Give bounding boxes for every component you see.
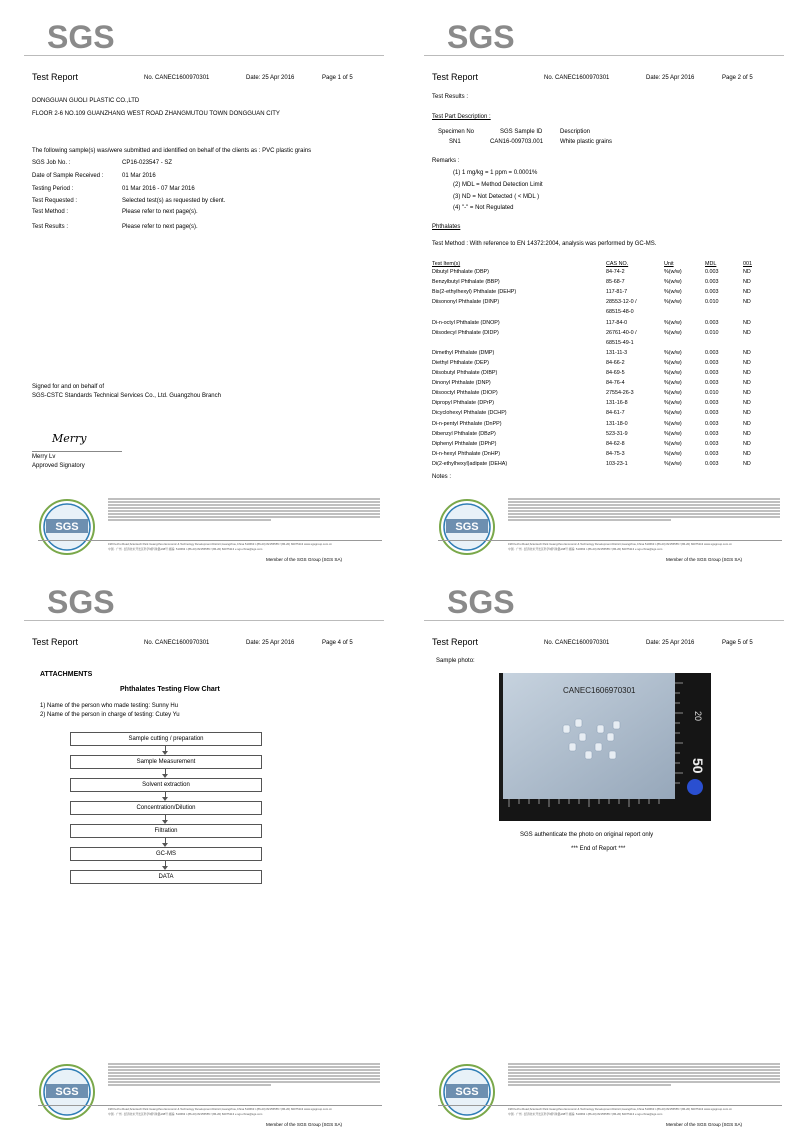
sample-photo-heading: Sample photo: <box>436 658 475 664</box>
header-divider <box>24 55 384 56</box>
table-cell: Dimethyl Phthalate (DMP) <box>432 349 495 356</box>
report-number: No. CANEC1600970301 <box>544 640 610 646</box>
signature-line <box>32 451 122 452</box>
field-label: Test Results : <box>32 224 69 230</box>
table-cell: 68515-48-0 <box>606 309 634 316</box>
member-text: Member of the SGS Group (SGS SA) <box>666 557 743 562</box>
sample-photo <box>499 673 711 821</box>
intro-text: The following sample(s) was/were submitted and identified on behalf of the clients as : PVC plastic grains <box>32 148 312 154</box>
signed-line-1: Signed for and on behalf of <box>32 384 105 390</box>
member-text: Member of the SGS Group (SGS SA) <box>266 557 343 562</box>
terms-fineprint <box>508 1063 780 1089</box>
table-cell: %(w/w) <box>664 420 682 427</box>
table-cell: ND <box>743 279 751 286</box>
client-address: FLOOR 2-6 NO.109 GUANZHANG WEST ROAD ZHANGMUTOU TOWN DONGGUAN CITY <box>32 111 280 117</box>
table-header: CAS NO. <box>606 261 629 267</box>
table-cell: ND <box>743 450 751 457</box>
table-cell: 0.003 <box>705 279 719 286</box>
table-cell: %(w/w) <box>664 410 682 417</box>
report-title: Test Report <box>32 637 79 647</box>
tester-name: 1) Name of the person who made testing: Sunny Hu <box>40 703 179 709</box>
field-value: Please refer to next page(s). <box>122 224 198 230</box>
footer-divider <box>38 540 382 541</box>
table-cell: Di(2-ethylhexyl)adipate (DEHA) <box>432 460 508 467</box>
header-divider <box>424 620 784 621</box>
footer-address-cn: 中国 · 广州 · 经济技术开发区科学城科珠路198号 邮编: 510663 t (86-20) 82155555 f (86-20) 82075113 e sgs.china@sgs.com <box>108 1112 263 1116</box>
table-cell: ND <box>743 400 751 407</box>
footer-divider <box>438 540 782 541</box>
table-cell: 0.010 <box>705 329 719 336</box>
table-cell: Diisobutyl Phthalate (DIBP) <box>432 370 498 376</box>
field-value: CP16-023547 - SZ <box>122 160 173 166</box>
table-cell: Dibenzyl Phthalate (DBzP) <box>432 430 496 437</box>
spec-cell: SN1 <box>449 139 461 145</box>
flow-step-box: Solvent extraction <box>70 778 262 792</box>
table-cell: 84-62-8 <box>606 440 625 447</box>
remark-item: (1) 1 mg/kg = 1 ppm = 0.0001% <box>453 170 538 176</box>
footer-address-cn: 中国 · 广州 · 经济技术开发区科学城科珠路198号 邮编: 510663 t (86-20) 82155555 f (86-20) 82075113 e sgs.china@sgs.com <box>108 547 263 551</box>
flow-step-box: Concentration/Dilution <box>70 801 262 815</box>
table-cell: %(w/w) <box>664 289 682 296</box>
table-cell: 84-76-4 <box>606 380 625 387</box>
spec-header: Specimen No <box>438 129 475 135</box>
table-cell: Di-n-octyl Phthalate (DNOP) <box>432 319 500 326</box>
field-value: Selected test(s) as requested by client. <box>122 198 226 204</box>
table-header: Unit <box>664 261 674 267</box>
report-number: No. CANEC1600970301 <box>544 75 610 81</box>
sgs-testing-service-seal-icon <box>38 498 96 556</box>
svg-text:SGS: SGS <box>447 19 515 55</box>
signer-title: Approved Signatory <box>32 463 85 469</box>
remark-item: (3) ND = Not Detected ( < MDL ) <box>453 194 540 200</box>
table-cell: %(w/w) <box>664 279 682 286</box>
table-cell: %(w/w) <box>664 319 682 326</box>
field-label: Test Method : <box>32 209 69 215</box>
report-date: Date: 25 Apr 2016 <box>646 640 695 646</box>
spec-header: SGS Sample ID <box>500 129 543 135</box>
spec-header: Description <box>560 129 591 135</box>
table-cell: 27554-26-3 <box>606 390 634 397</box>
table-cell: ND <box>743 430 751 437</box>
report-date: Date: 25 Apr 2016 <box>246 640 295 646</box>
table-cell: 84-69-5 <box>606 370 625 376</box>
table-cell: %(w/w) <box>664 400 682 407</box>
table-cell: ND <box>743 269 751 275</box>
table-cell: Dibutyl Phthalate (DBP) <box>432 269 489 275</box>
table-cell: ND <box>743 440 751 447</box>
table-cell: Dinonyl Phthalate (DNP) <box>432 380 491 387</box>
table-cell: 0.003 <box>705 460 719 467</box>
field-value: 01 Mar 2016 <box>122 173 156 179</box>
signer-name: Merry Lv <box>32 454 56 460</box>
table-cell: ND <box>743 420 751 427</box>
svg-text:SGS: SGS <box>47 584 115 620</box>
table-cell: %(w/w) <box>664 430 682 437</box>
table-cell: Dicyclohexyl Phthalate (DCHP) <box>432 410 507 417</box>
svg-text:SGS: SGS <box>447 584 515 620</box>
signed-line-2: SGS-CSTC Standards Technical Services Co., Ltd. Guangzhou Branch <box>32 393 221 399</box>
svg-text:50: 50 <box>690 758 706 774</box>
attachments-heading: ATTACHMENTS <box>40 671 93 678</box>
sgs-testing-service-seal-icon <box>38 1063 96 1121</box>
table-cell: Diisodecyl Phthalate (DIDP) <box>432 329 499 336</box>
page-number: Page 5 of 5 <box>722 640 753 646</box>
table-cell: ND <box>743 390 751 397</box>
table-cell: %(w/w) <box>664 390 682 397</box>
table-cell: 26761-40-0 / <box>606 329 637 336</box>
table-cell: 0.003 <box>705 420 719 427</box>
svg-text:SGS: SGS <box>47 19 115 55</box>
table-cell: ND <box>743 329 751 336</box>
svg-text:SGS: SGS <box>455 1086 479 1098</box>
test-method: Test Method : With reference to EN 14372:2004, analysis was performed by GC-MS. <box>432 241 657 247</box>
flow-step-box: Sample Measurement <box>70 755 262 769</box>
footer-divider <box>38 1105 382 1106</box>
table-cell: 117-84-0 <box>606 319 628 326</box>
flow-step-box: Filtration <box>70 824 262 838</box>
field-value: 01 Mar 2016 - 07 Mar 2016 <box>122 186 195 192</box>
table-cell: %(w/w) <box>664 370 682 376</box>
table-header: Test Item(s) <box>432 261 461 267</box>
table-cell: 0.003 <box>705 430 719 437</box>
report-page-4 <box>24 573 384 1125</box>
member-text: Member of the SGS Group (SGS SA) <box>666 1122 743 1127</box>
table-cell: 0.003 <box>705 349 719 356</box>
report-title: Test Report <box>32 72 79 82</box>
table-cell: ND <box>743 460 751 467</box>
field-label: Test Requested : <box>32 198 78 204</box>
report-page-2 <box>424 8 784 560</box>
sgs-logo-icon <box>47 19 115 55</box>
table-cell: %(w/w) <box>664 359 682 366</box>
report-number: No. CANEC1600970301 <box>144 640 210 646</box>
header-divider <box>24 620 384 621</box>
table-cell: 131-11-3 <box>606 349 628 356</box>
photo-caption: SGS authenticate the photo on original report only <box>520 832 654 838</box>
table-cell: ND <box>743 359 751 366</box>
table-cell: Diethyl Phthalate (DEP) <box>432 359 489 366</box>
report-page-5 <box>424 573 784 1125</box>
table-cell: 0.003 <box>705 440 719 447</box>
table-cell: 85-68-7 <box>606 279 625 286</box>
section-title: Phthalates <box>432 224 461 230</box>
field-value: Please refer to next page(s). <box>122 209 198 215</box>
report-number: No. CANEC1600970301 <box>144 75 210 81</box>
spec-cell: White plastic grains <box>560 139 613 145</box>
table-cell: ND <box>743 299 751 306</box>
report-date: Date: 25 Apr 2016 <box>246 75 295 81</box>
footer-address-cn: 中国 · 广州 · 经济技术开发区科学城科珠路198号 邮编: 510663 t (86-20) 82155555 f (86-20) 82075113 e sgs.china@sgs.com <box>508 547 663 551</box>
terms-fineprint <box>108 1063 380 1089</box>
test-part-heading: Test Part Description : <box>432 114 491 120</box>
table-cell: 131-16-8 <box>606 400 628 407</box>
table-cell: %(w/w) <box>664 380 682 387</box>
table-cell: Dipropyl Phthalate (DPrP) <box>432 400 495 407</box>
sample-photo-image <box>499 673 711 821</box>
footer-address-en: 198 Kezhu Road,Scientech Park Guangzhou Economic & Technology Development District,Guangzhou,China 510663 t (86-20) 82155555 f (86-20) 82075113 www.sgsgroup.com.cn <box>108 542 332 546</box>
table-cell: 523-31-9 <box>606 430 628 437</box>
table-cell: 68515-49-1 <box>606 339 634 346</box>
table-header: 001 <box>743 261 752 267</box>
end-of-report: *** End of Report *** <box>571 846 626 852</box>
remark-item: (4) "-" = Not Regulated <box>453 205 514 211</box>
table-cell: Di-n-pentyl Phthalate (DnPP) <box>432 420 502 427</box>
test-results-heading: Test Results : <box>432 94 469 100</box>
sgs-logo-icon <box>47 584 115 620</box>
table-cell: 0.010 <box>705 299 719 306</box>
client-company: DONGGUAN GUOLI PLASTIC CO.,LTD <box>32 98 140 104</box>
svg-text:SGS: SGS <box>55 1086 79 1098</box>
table-cell: 28553-12-0 / <box>606 299 637 306</box>
table-cell: 0.010 <box>705 390 719 397</box>
svg-text:SGS: SGS <box>455 521 479 533</box>
table-cell: 84-61-7 <box>606 410 625 417</box>
footer-address-cn: 中国 · 广州 · 经济技术开发区科学城科珠路198号 邮编: 510663 t (86-20) 82155555 f (86-20) 82075113 e sgs.china@sgs.com <box>508 1112 663 1116</box>
page-number: Page 1 of 5 <box>322 75 353 81</box>
svg-text:20: 20 <box>693 711 703 722</box>
table-cell: 117-81-7 <box>606 289 628 296</box>
field-label: Date of Sample Received : <box>32 173 104 179</box>
field-label: SGS Job No. : <box>32 160 71 166</box>
report-title: Test Report <box>432 72 479 82</box>
remark-item: (2) MDL = Method Detection Limit <box>453 182 543 188</box>
member-text: Member of the SGS Group (SGS SA) <box>266 1122 343 1127</box>
svg-text:SGS: SGS <box>55 521 79 533</box>
table-cell: ND <box>743 410 751 417</box>
table-cell: 0.003 <box>705 380 719 387</box>
report-date: Date: 25 Apr 2016 <box>646 75 695 81</box>
footer-divider <box>438 1105 782 1106</box>
table-cell: 0.003 <box>705 450 719 457</box>
table-cell: 0.003 <box>705 410 719 417</box>
table-cell: %(w/w) <box>664 450 682 457</box>
flow-step-box: DATA <box>70 870 262 884</box>
table-cell: ND <box>743 349 751 356</box>
footer-address-en: 198 Kezhu Road,Scientech Park Guangzhou Economic & Technology Development District,Guangzhou,China 510663 t (86-20) 82155555 f (86-20) 82075113 www.sgsgroup.com.cn <box>108 1107 332 1111</box>
sgs-testing-service-seal-icon <box>438 1063 496 1121</box>
report-title: Test Report <box>432 637 479 647</box>
supervisor-name: 2) Name of the person in charge of testing: Cutey Yu <box>40 712 180 718</box>
sgs-logo-icon <box>447 19 515 55</box>
terms-fineprint <box>108 498 380 524</box>
flow-step-box: GC-MS <box>70 847 262 861</box>
table-cell: %(w/w) <box>664 440 682 447</box>
table-cell: 84-66-2 <box>606 359 625 366</box>
header-divider <box>424 55 784 56</box>
spec-cell: CAN16-009703.001 <box>490 139 544 145</box>
table-cell: 103-23-1 <box>606 460 628 467</box>
table-cell: %(w/w) <box>664 299 682 306</box>
page-number: Page 2 of 5 <box>722 75 753 81</box>
flow-step-box: Sample cutting / preparation <box>70 732 262 746</box>
sgs-testing-service-seal-icon <box>438 498 496 556</box>
table-cell: Benzylbutyl Phthalate (BBP) <box>432 279 500 286</box>
table-cell: ND <box>743 289 751 296</box>
page-number: Page 4 of 5 <box>322 640 353 646</box>
table-cell: ND <box>743 380 751 387</box>
table-cell: 0.003 <box>705 370 719 376</box>
table-cell: %(w/w) <box>664 460 682 467</box>
table-cell: 0.003 <box>705 269 719 275</box>
sgs-logo-icon <box>447 584 515 620</box>
table-cell: ND <box>743 319 751 326</box>
table-cell: %(w/w) <box>664 349 682 356</box>
table-cell: Diisooctyl Phthalate (DIOP) <box>432 390 498 397</box>
table-cell: Diphenyl Phthalate (DPhP) <box>432 440 497 447</box>
table-cell: 84-74-2 <box>606 269 625 275</box>
photo-label: CANEC1606970301 <box>563 686 636 695</box>
table-cell: 0.003 <box>705 289 719 296</box>
table-cell: 0.003 <box>705 319 719 326</box>
table-cell: %(w/w) <box>664 329 682 336</box>
table-cell: Diisononyl Phthalate (DINP) <box>432 299 500 306</box>
table-cell: 0.003 <box>705 359 719 366</box>
table-cell: Di-n-hexyl Phthalate (DnHP) <box>432 450 501 457</box>
table-cell: ND <box>743 370 751 376</box>
remarks-heading: Remarks : <box>432 158 460 164</box>
terms-fineprint <box>508 498 780 524</box>
report-page-1 <box>24 8 384 560</box>
footer-address-en: 198 Kezhu Road,Scientech Park Guangzhou Economic & Technology Development District,Guangzhou,China 510663 t (86-20) 82155555 f (86-20) 82075113 www.sgsgroup.com.cn <box>508 542 732 546</box>
table-cell: 0.003 <box>705 400 719 407</box>
table-cell: 131-18-0 <box>606 420 628 427</box>
table-cell: %(w/w) <box>664 269 682 275</box>
signature: Merry <box>52 432 87 445</box>
table-cell: Bis(2-ethylhexyl) Phthalate (DEHP) <box>432 289 517 296</box>
table-cell: 84-75-3 <box>606 450 625 457</box>
notes-heading: Notes : <box>432 474 452 480</box>
flow-chart-title: Phthalates Testing Flow Chart <box>120 686 220 693</box>
table-header: MDL <box>705 261 717 267</box>
field-label: Testing Period : <box>32 186 74 192</box>
footer-address-en: 198 Kezhu Road,Scientech Park Guangzhou Economic & Technology Development District,Guangzhou,China 510663 t (86-20) 82155555 f (86-20) 82075113 www.sgsgroup.com.cn <box>508 1107 732 1111</box>
